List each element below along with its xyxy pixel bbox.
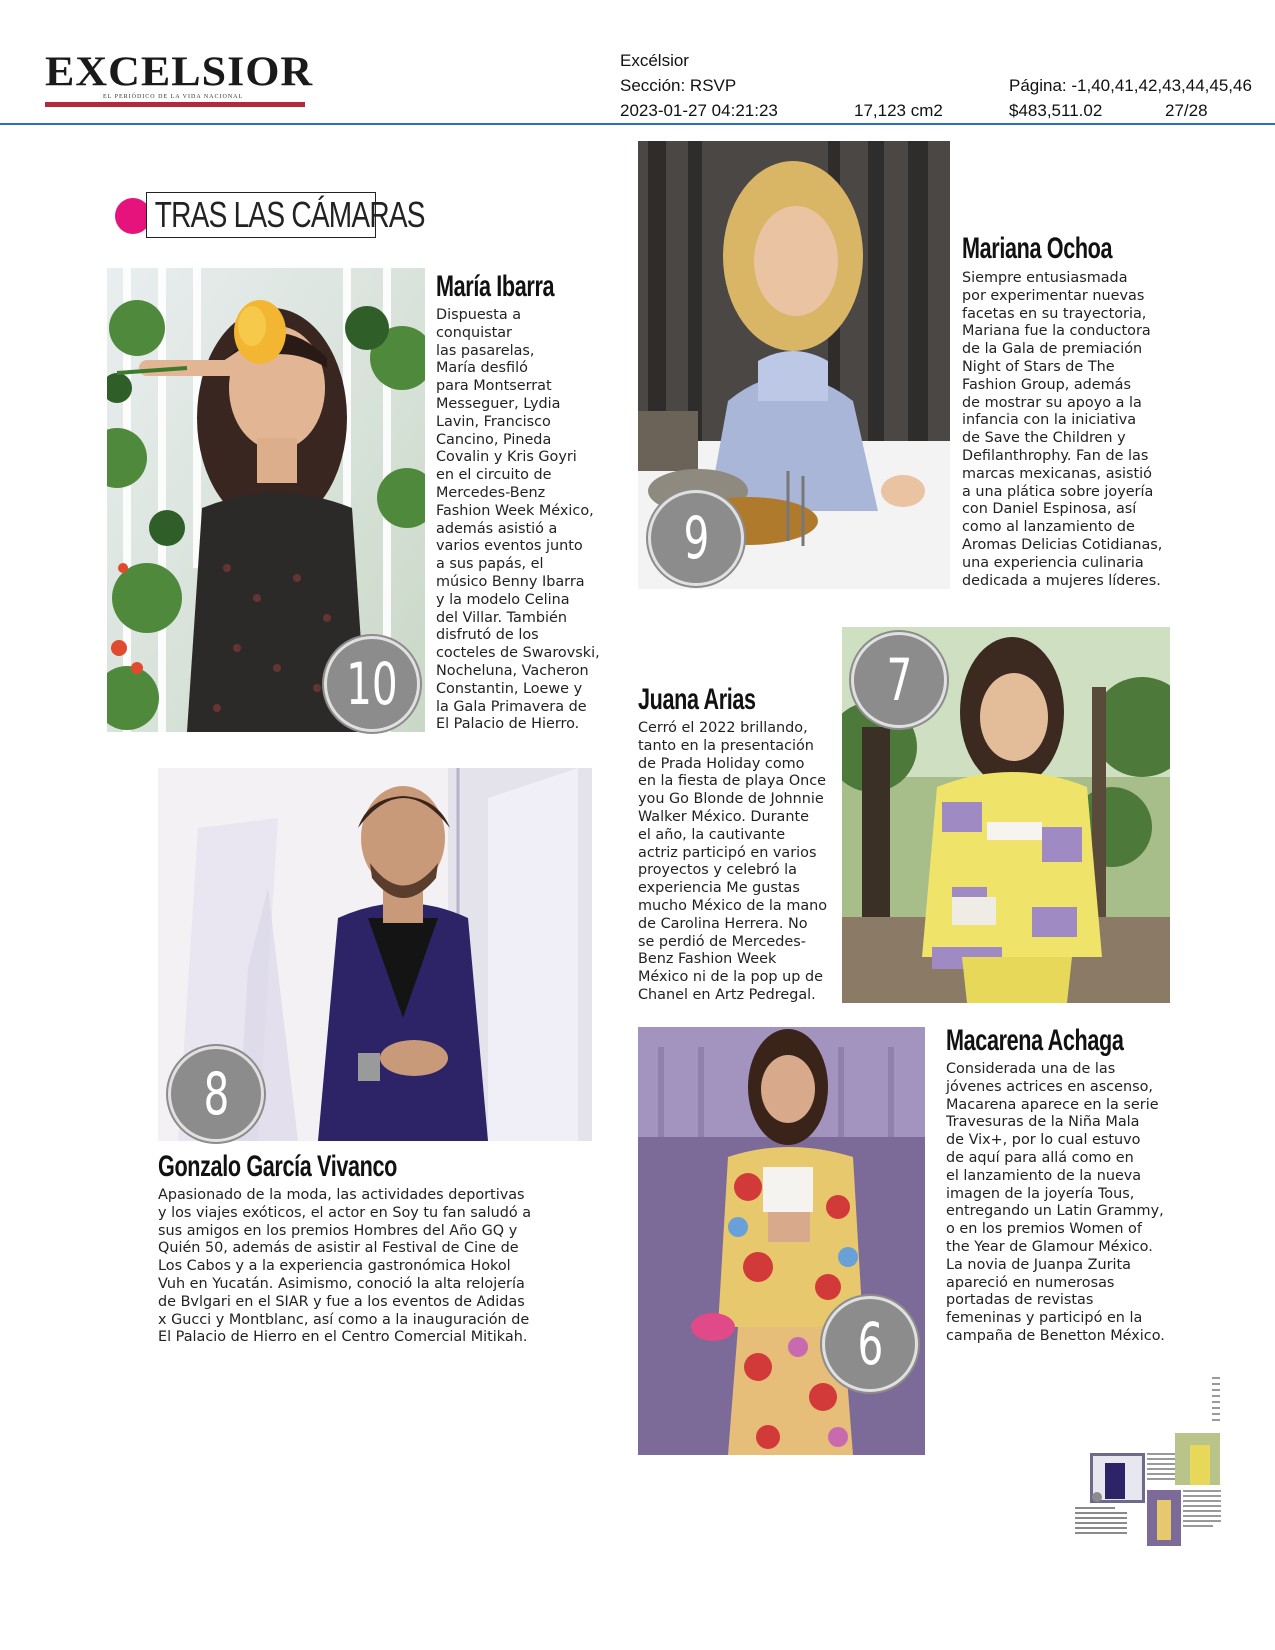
body-juana-arias xyxy=(638,720,838,1005)
body-line: cocteles de Swarovski, xyxy=(436,645,600,662)
page-thumbnail xyxy=(1075,1375,1230,1555)
body-line: El Palacio de Hierro en el Centro Comercial Mitikah. xyxy=(158,1329,528,1346)
body-line: de la Gala de premiación xyxy=(962,341,1143,358)
body-line: músico Benny Ibarra xyxy=(436,573,585,590)
body-line: de Bvlgari en el SIAR y fue a los eventos de Adidas xyxy=(158,1293,525,1310)
body-line: Mariana fue la conductora xyxy=(962,323,1151,340)
body-line: como al lanzamiento de xyxy=(962,519,1135,536)
body-line: facetas en su trayectoria, xyxy=(962,305,1147,322)
body-line: la Gala Primavera de xyxy=(436,698,587,715)
body-line: para Montserrat xyxy=(436,378,552,395)
body-line: dedicada a mujeres líderes. xyxy=(962,572,1161,589)
rank-badge-6: 6 xyxy=(822,1296,918,1392)
body-line: Macarena aparece en la serie xyxy=(946,1096,1159,1113)
body-line: varios eventos junto xyxy=(436,538,583,555)
logo-word: EXCELSIOR xyxy=(45,48,314,95)
body-line: x Gucci y Montblanc, así como a la inauguración de xyxy=(158,1311,530,1328)
body-line: Benz Fashion Week xyxy=(638,951,777,968)
body-line: Messeguer, Lydia xyxy=(436,395,561,412)
body-line: una experiencia culinaria xyxy=(962,554,1144,571)
body-gonzalo-garcia-vivanco xyxy=(158,1187,578,1347)
body-line: a una plática sobre joyería xyxy=(962,483,1154,500)
body-line: el año, la cautivante xyxy=(638,826,786,843)
body-line: entregando un Latin Grammy, xyxy=(946,1203,1164,1220)
price: $483,511.02 xyxy=(1009,101,1103,120)
body-line: de Carolina Herrera. No xyxy=(638,915,808,932)
body-line: tanto en la presentación xyxy=(638,737,814,754)
body-line: Nocheluna, Vacheron xyxy=(436,662,589,679)
body-line: Covalin y Kris Goyri xyxy=(436,449,577,466)
body-line: se perdió de Mercedes- xyxy=(638,933,806,950)
body-line: Considerada una de las xyxy=(946,1061,1116,1077)
body-line: campaña de Benetton México. xyxy=(946,1327,1165,1344)
rank-badge-7: 7 xyxy=(851,632,947,728)
body-mariana-ochoa xyxy=(962,270,1177,590)
body-line: de aquí para allá como en xyxy=(946,1149,1134,1166)
body-line: Aromas Delicias Cotidianas, xyxy=(962,536,1163,553)
name-mariana-ochoa: Mariana Ochoa xyxy=(962,232,1113,265)
body-line: marcas mexicanas, asistió xyxy=(962,465,1152,482)
body-maria-ibarra xyxy=(436,307,611,734)
section-label: Sección: RSVP xyxy=(620,76,737,95)
body-line: Chanel en Artz Pedregal. xyxy=(638,986,816,1003)
body-line: Quién 50, además de asistir al Festival de Cine de xyxy=(158,1240,519,1257)
rank-badge-9: 9 xyxy=(648,490,744,586)
body-line: portadas de revistas xyxy=(946,1292,1094,1309)
body-line: Night of Stars de The xyxy=(962,358,1115,375)
name-maria-ibarra: María Ibarra xyxy=(436,270,555,303)
name-juana-arias: Juana Arias xyxy=(638,683,756,716)
page-label: Página: -1,40,41,42,43,44,45,46 xyxy=(1009,76,1252,95)
body-line: mucho México de la mano xyxy=(638,897,828,914)
body-line: Constantin, Loewe y xyxy=(436,680,583,697)
body-line: en el circuito de xyxy=(436,467,552,484)
body-line: La novia de Juanpa Zurita xyxy=(946,1256,1131,1273)
body-line: las pasarelas, xyxy=(436,342,535,359)
body-line: sus amigos en los premios Hombres del Año GQ y xyxy=(158,1222,518,1239)
body-line: y la modelo Celina xyxy=(436,591,570,608)
datetime: 2023-01-27 04:21:23 xyxy=(620,101,778,120)
body-line: en la fiesta de playa Once xyxy=(638,773,827,790)
body-line: conquistar xyxy=(436,324,512,341)
body-line: jóvenes actrices en ascenso, xyxy=(946,1078,1153,1095)
body-line: actriz participó en varios xyxy=(638,844,817,861)
body-line: Travesuras de la Niña Mala xyxy=(946,1114,1140,1131)
body-line: proyectos y celebró la xyxy=(638,862,797,879)
page-count: 27/28 xyxy=(1165,101,1208,120)
body-line: Walker México. Durante xyxy=(638,808,809,825)
photo-macarena-achaga xyxy=(638,1027,925,1455)
body-line: disfrutó de los xyxy=(436,627,539,644)
section-title-box xyxy=(146,192,425,238)
area: 17,123 cm2 xyxy=(854,101,943,120)
body-line: Los Cabos y a la experiencia gastronómica Hokol xyxy=(158,1258,511,1275)
rank-badge-10: 10 xyxy=(324,636,420,732)
body-macarena-achaga xyxy=(946,1061,1176,1346)
body-line: o en los premios Women of xyxy=(946,1221,1142,1238)
body-line: apareció en numerosas xyxy=(946,1274,1115,1291)
body-line: del Villar. También xyxy=(436,609,567,626)
body-line: Cerró el 2022 brillando, xyxy=(638,720,808,736)
name-gonzalo-garcia-vivanco: Gonzalo García Vivanco xyxy=(158,1150,397,1183)
header-rule xyxy=(0,123,1275,125)
body-line: y los viajes exóticos, el actor en Soy tu fan saludó a xyxy=(158,1204,532,1221)
body-line: Lavin, Francisco xyxy=(436,413,551,430)
body-line: the Year de Glamour México. xyxy=(946,1238,1153,1255)
body-line: infancia con la iniciativa xyxy=(962,412,1137,429)
body-line: experiencia Me gustas xyxy=(638,880,800,897)
body-line: de mostrar su apoyo a la xyxy=(962,394,1142,411)
body-line: México ni de la pop up de xyxy=(638,969,823,986)
body-line: de Save the Children y xyxy=(962,430,1126,447)
body-line: El Palacio de Hierro. xyxy=(436,716,580,733)
body-line: de Vix+, por lo cual estuvo xyxy=(946,1132,1141,1149)
body-line: a sus papás, el xyxy=(436,556,544,573)
body-line: además asistió a xyxy=(436,520,558,537)
name-macarena-achaga: Macarena Achaga xyxy=(946,1024,1124,1057)
body-line: María desfiló xyxy=(436,360,528,377)
body-line: Defilanthrophy. Fan de las xyxy=(962,447,1149,464)
body-line: femeninas y participó en la xyxy=(946,1310,1143,1327)
body-line: you Go Blonde de Johnnie xyxy=(638,791,824,808)
section-title: TRAS LAS CÁMARAS xyxy=(154,194,425,235)
body-line: por experimentar nuevas xyxy=(962,287,1145,304)
body-line: Mercedes-Benz xyxy=(436,484,546,501)
rank-badge-8: 8 xyxy=(168,1046,264,1142)
excelsior-logo xyxy=(45,48,314,110)
publication-name: Excélsior xyxy=(620,51,689,70)
body-line: el lanzamiento de la nueva xyxy=(946,1167,1142,1184)
logo-bar xyxy=(45,102,305,107)
body-line: Apasionado de la moda, las actividades deportivas xyxy=(158,1187,525,1203)
body-line: imagen de la joyería Tous, xyxy=(946,1185,1135,1202)
body-line: Fashion Week México, xyxy=(436,502,594,519)
body-line: Cancino, Pineda xyxy=(436,431,552,448)
body-line: Vuh en Yucatán. Asimismo, conoció la alta relojería xyxy=(158,1275,525,1292)
body-line: de Prada Holiday como xyxy=(638,755,805,772)
body-line: Dispuesta a xyxy=(436,307,522,323)
logo-tagline: EL PERIÓDICO DE LA VIDA NACIONAL xyxy=(103,94,244,100)
body-line: Siempre entusiasmada xyxy=(962,270,1128,286)
body-line: con Daniel Espinosa, así xyxy=(962,501,1137,518)
body-line: Fashion Group, además xyxy=(962,376,1131,393)
